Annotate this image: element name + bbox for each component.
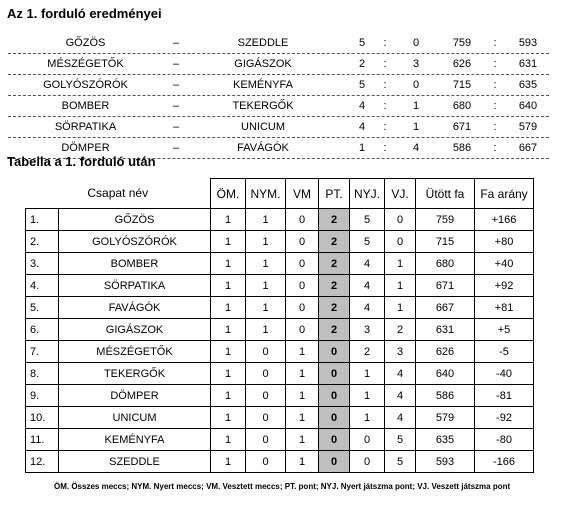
result-row: [8, 96, 549, 117]
cell-vm: 0: [286, 275, 319, 297]
cell-pt: 2: [319, 275, 350, 297]
cell-fa-arany: -5: [475, 341, 534, 363]
result-away-score: 4: [412, 142, 420, 154]
cell-vj: 5: [385, 451, 416, 473]
cell-team: FAVÁGÓK: [59, 297, 211, 319]
cell-rank: 8.: [26, 363, 59, 385]
table-row: [26, 341, 534, 363]
result-row: [8, 75, 549, 96]
result-away-fa: 667: [518, 142, 538, 154]
result-away-score: 1: [412, 121, 420, 133]
cell-om: 1: [211, 385, 246, 407]
cell-vj: 4: [385, 363, 416, 385]
cell-team: BOMBER: [59, 253, 211, 275]
cell-fa-arany: -80: [475, 429, 534, 451]
cell-vj: 0: [385, 209, 416, 231]
cell-vj: 3: [385, 341, 416, 363]
cell-om: 1: [211, 253, 246, 275]
cell-fa-arany: +5: [475, 319, 534, 341]
cell-vm: 1: [286, 429, 319, 451]
cell-utott-fa: 680: [416, 253, 475, 275]
result-sep2: :: [493, 100, 497, 112]
header-om: ÖM.: [211, 179, 246, 209]
cell-fa-arany: -81: [475, 385, 534, 407]
cell-team: GIGÁSZOK: [59, 319, 211, 341]
result-home: GŐZÖS: [65, 37, 106, 49]
cell-vm: 1: [286, 363, 319, 385]
cell-utott-fa: 640: [416, 363, 475, 385]
result-home-score: 1: [358, 142, 366, 154]
cell-vj: 1: [385, 275, 416, 297]
header-row: [26, 179, 534, 209]
cell-utott-fa: 579: [416, 407, 475, 429]
cell-nyj: 4: [350, 253, 385, 275]
cell-team: GOLYÓSZÓRÓK: [59, 231, 211, 253]
cell-vj: 4: [385, 407, 416, 429]
result-sep: :: [383, 37, 387, 49]
result-away: TEKERGŐK: [232, 100, 294, 112]
cell-nym: 0: [246, 363, 286, 385]
cell-vm: 0: [286, 319, 319, 341]
cell-om: 1: [211, 209, 246, 231]
cell-rank: 3.: [26, 253, 59, 275]
result-away-score: 0: [412, 37, 420, 49]
cell-fa-arany: +40: [475, 253, 534, 275]
cell-fa-arany: -166: [475, 451, 534, 473]
result-away: GIGÁSZOK: [234, 58, 292, 70]
cell-utott-fa: 759: [416, 209, 475, 231]
result-sep: :: [383, 100, 387, 112]
result-dash: –: [172, 79, 180, 91]
cell-nyj: 0: [350, 429, 385, 451]
table-row: [26, 385, 534, 407]
cell-om: 1: [211, 341, 246, 363]
result-away-fa: 635: [518, 79, 538, 91]
cell-vm: 1: [286, 341, 319, 363]
cell-nym: 1: [246, 253, 286, 275]
cell-vj: 1: [385, 253, 416, 275]
cell-pt: 0: [319, 407, 350, 429]
cell-team: UNICUM: [59, 407, 211, 429]
result-row: [8, 33, 549, 54]
cell-nym: 1: [246, 209, 286, 231]
cell-nyj: 1: [350, 407, 385, 429]
cell-rank: 6.: [26, 319, 59, 341]
result-home-score: 5: [358, 37, 366, 49]
cell-vm: 1: [286, 451, 319, 473]
cell-nyj: 4: [350, 275, 385, 297]
cell-rank: 1.: [26, 209, 59, 231]
cell-vj: 2: [385, 319, 416, 341]
result-dash: –: [172, 100, 180, 112]
table-row: [26, 231, 534, 253]
result-away-fa: 593: [518, 37, 538, 49]
cell-rank: 7.: [26, 341, 59, 363]
cell-utott-fa: 715: [416, 231, 475, 253]
result-away: SZEDDLE: [237, 37, 289, 49]
result-sep: :: [383, 58, 387, 70]
cell-vm: 0: [286, 253, 319, 275]
result-home-score: 5: [358, 79, 366, 91]
header-vj: VJ.: [385, 179, 416, 209]
header-nyj: NYJ.: [350, 179, 385, 209]
cell-nyj: 4: [350, 297, 385, 319]
header-fa-arany: Fa arány: [475, 179, 534, 209]
cell-vm: 0: [286, 209, 319, 231]
result-away: FAVÁGÓK: [237, 142, 289, 154]
result-away-fa: 640: [518, 100, 538, 112]
cell-nym: 1: [246, 231, 286, 253]
result-sep: :: [383, 79, 387, 91]
cell-rank: 5.: [26, 297, 59, 319]
cell-fa-arany: +166: [475, 209, 534, 231]
result-away-score: 0: [412, 79, 420, 91]
table-row: [26, 429, 534, 451]
header-nym: NYM.: [246, 179, 286, 209]
result-home-fa: 715: [452, 79, 472, 91]
cell-nym: 0: [246, 341, 286, 363]
cell-rank: 12.: [26, 451, 59, 473]
table-row: [26, 297, 534, 319]
result-home-score: 4: [358, 100, 366, 112]
cell-utott-fa: 586: [416, 385, 475, 407]
result-home-fa: 680: [452, 100, 472, 112]
cell-nyj: 0: [350, 451, 385, 473]
cell-utott-fa: 671: [416, 275, 475, 297]
table-row: [26, 407, 534, 429]
cell-pt: 2: [319, 209, 350, 231]
result-sep: :: [383, 121, 387, 133]
cell-nyj: 2: [350, 341, 385, 363]
cell-vj: 4: [385, 385, 416, 407]
cell-pt: 0: [319, 451, 350, 473]
cell-pt: 0: [319, 429, 350, 451]
header-utott-fa: Ütött fa: [416, 179, 475, 209]
cell-pt: 2: [319, 319, 350, 341]
cell-fa-arany: +80: [475, 231, 534, 253]
cell-pt: 2: [319, 297, 350, 319]
table-row: [26, 275, 534, 297]
cell-team: MÉSZÉGETŐK: [59, 341, 211, 363]
cell-vm: 0: [286, 231, 319, 253]
result-sep2: :: [493, 37, 497, 49]
cell-nym: 1: [246, 297, 286, 319]
cell-pt: 0: [319, 341, 350, 363]
cell-utott-fa: 631: [416, 319, 475, 341]
results-title: Az 1. forduló eredményei: [7, 6, 162, 21]
cell-team: SZEDDLE: [59, 451, 211, 473]
cell-nym: 1: [246, 275, 286, 297]
header-vm: VM: [286, 179, 319, 209]
result-home: BOMBER: [61, 100, 110, 112]
table-row: [26, 363, 534, 385]
table-title: Tabella a 1. forduló után: [7, 154, 156, 169]
cell-nym: 0: [246, 385, 286, 407]
result-sep2: :: [493, 142, 497, 154]
cell-utott-fa: 635: [416, 429, 475, 451]
result-dash: –: [172, 58, 180, 70]
cell-fa-arany: -40: [475, 363, 534, 385]
cell-om: 1: [211, 407, 246, 429]
cell-om: 1: [211, 319, 246, 341]
cell-om: 1: [211, 429, 246, 451]
result-dash: –: [172, 121, 180, 133]
cell-vj: 1: [385, 297, 416, 319]
cell-utott-fa: 667: [416, 297, 475, 319]
result-sep2: :: [493, 121, 497, 133]
result-away-fa: 579: [518, 121, 538, 133]
cell-utott-fa: 626: [416, 341, 475, 363]
cell-vm: 1: [286, 407, 319, 429]
result-home: DÖMPER: [61, 142, 110, 154]
cell-nyj: 1: [350, 385, 385, 407]
cell-team: SÖRPATIKA: [59, 275, 211, 297]
cell-pt: 2: [319, 253, 350, 275]
cell-pt: 2: [319, 231, 350, 253]
results-list: [8, 33, 549, 159]
table-row: [26, 209, 534, 231]
cell-pt: 0: [319, 385, 350, 407]
header-pt: PT.: [319, 179, 350, 209]
result-dash: –: [172, 142, 180, 154]
cell-rank: 9.: [26, 385, 59, 407]
cell-nym: 1: [246, 319, 286, 341]
cell-rank: 2.: [26, 231, 59, 253]
result-home-fa: 626: [452, 58, 472, 70]
cell-team: KEMÉNYFA: [59, 429, 211, 451]
cell-utott-fa: 593: [416, 451, 475, 473]
cell-nym: 0: [246, 407, 286, 429]
result-home-score: 4: [358, 121, 366, 133]
standings-table: [25, 178, 534, 473]
result-home: SÖRPATIKA: [54, 121, 117, 133]
cell-om: 1: [211, 231, 246, 253]
cell-vm: 1: [286, 385, 319, 407]
cell-vj: 0: [385, 231, 416, 253]
table-row: [26, 253, 534, 275]
cell-fa-arany: -92: [475, 407, 534, 429]
result-home: GOLYÓSZÓRÓK: [43, 79, 128, 91]
cell-team: TEKERGŐK: [59, 363, 211, 385]
cell-pt: 0: [319, 363, 350, 385]
cell-nyj: 5: [350, 231, 385, 253]
cell-om: 1: [211, 363, 246, 385]
cell-fa-arany: +81: [475, 297, 534, 319]
result-sep2: :: [493, 58, 497, 70]
cell-nym: 0: [246, 429, 286, 451]
result-away-score: 1: [412, 100, 420, 112]
result-away-fa: 631: [518, 58, 538, 70]
cell-fa-arany: +92: [475, 275, 534, 297]
result-home-fa: 671: [452, 121, 472, 133]
result-home: MÉSZÉGETŐK: [47, 58, 124, 70]
cell-rank: 10.: [26, 407, 59, 429]
result-home-fa: 586: [452, 142, 472, 154]
cell-nyj: 1: [350, 363, 385, 385]
cell-team: GŐZÖS: [59, 209, 211, 231]
legend: ÖM. Összes meccs; NYM. Nyert meccs; VM. Vesztett meccs; PT. pont; NYJ. Nyert játszma pont; VJ. Veszett játszma pont: [54, 482, 511, 491]
result-row: [8, 117, 549, 138]
cell-rank: 4.: [26, 275, 59, 297]
cell-om: 1: [211, 451, 246, 473]
cell-rank: 11.: [26, 429, 59, 451]
result-away-score: 3: [412, 58, 420, 70]
cell-om: 1: [211, 297, 246, 319]
result-away: UNICUM: [241, 121, 285, 133]
cell-nyj: 3: [350, 319, 385, 341]
result-row: [8, 54, 549, 75]
cell-vm: 0: [286, 297, 319, 319]
result-sep2: :: [493, 79, 497, 91]
result-home-score: 2: [358, 58, 366, 70]
cell-team: DÖMPER: [59, 385, 211, 407]
result-sep: :: [383, 142, 387, 154]
cell-nyj: 5: [350, 209, 385, 231]
cell-nym: 0: [246, 451, 286, 473]
result-dash: –: [172, 37, 180, 49]
header-team-name: Csapat név: [26, 179, 211, 209]
table-row: [26, 319, 534, 341]
result-away: KEMÉNYFA: [233, 79, 293, 91]
cell-vj: 5: [385, 429, 416, 451]
cell-om: 1: [211, 275, 246, 297]
result-home-fa: 759: [452, 37, 472, 49]
table-row: [26, 451, 534, 473]
